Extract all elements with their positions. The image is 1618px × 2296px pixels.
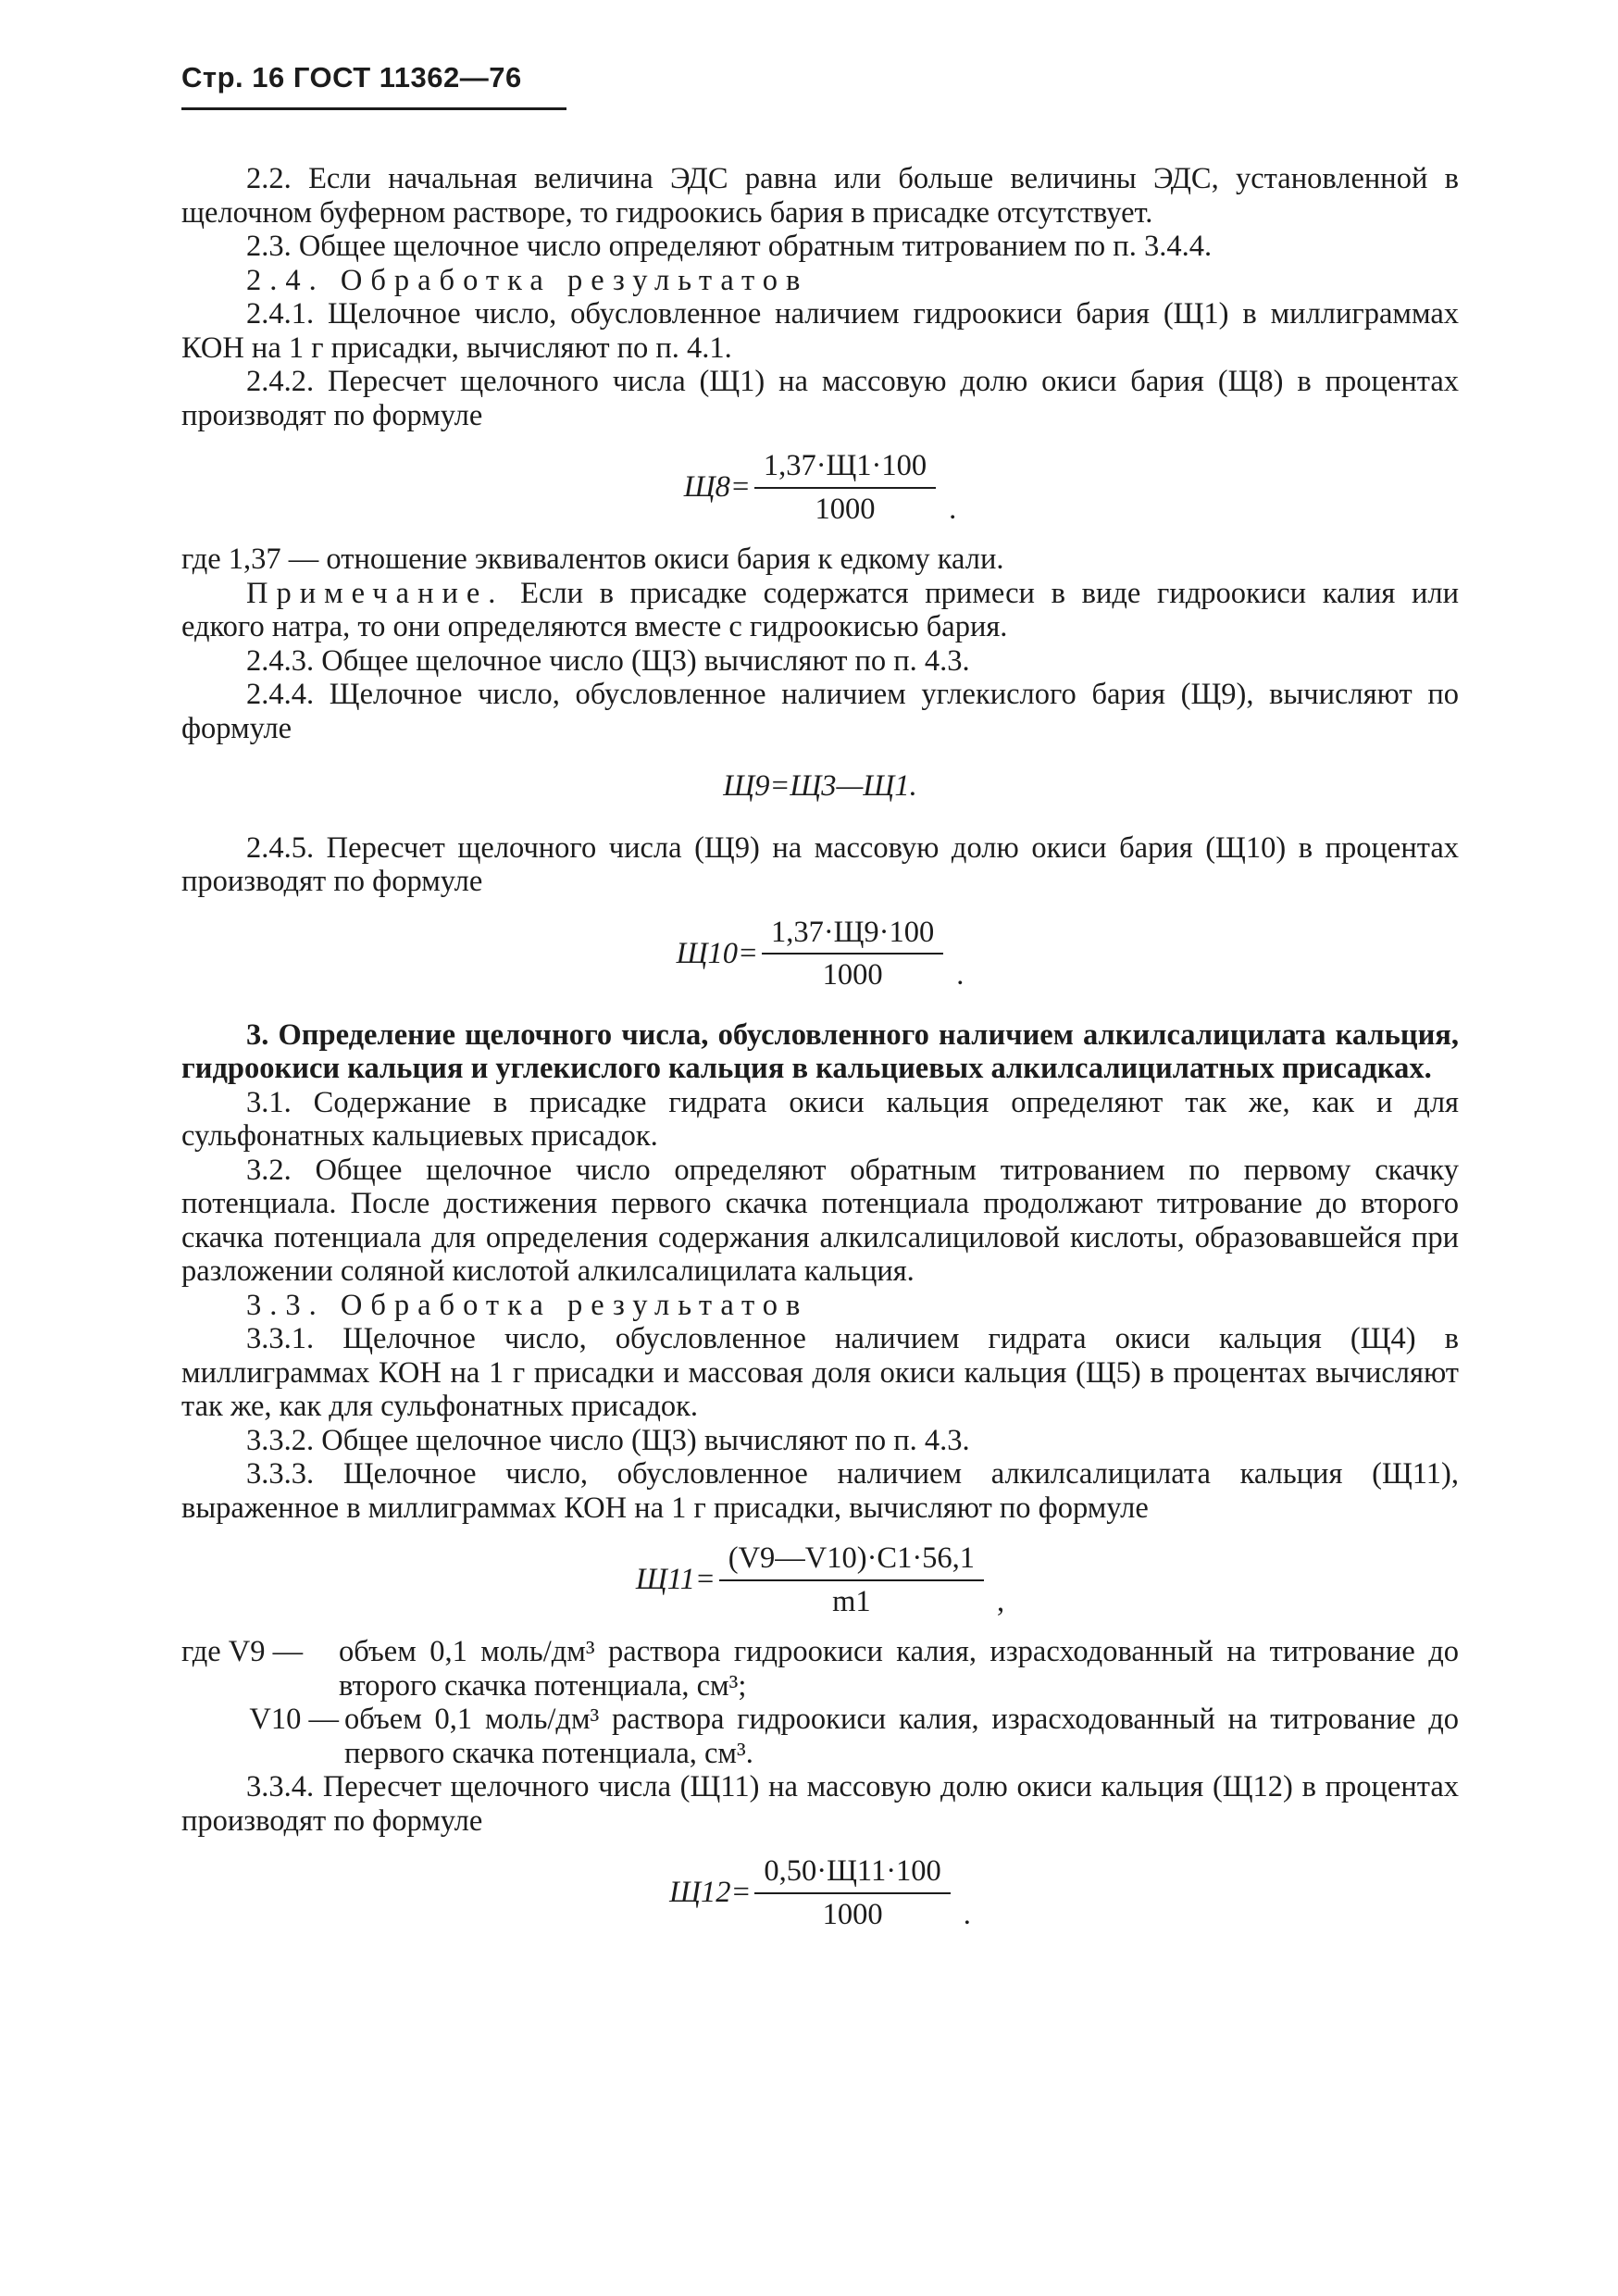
where-v9-text: объем 0,1 моль/дм³ раствора гидроокиси калия, израсходованный на титрование до второго скачка потенциала, см³; [339,1635,1459,1703]
section-3-title: 3. Определение щелочного числа, обусловленного наличием алкилсалицилата кальция, гидроокиси кальция и углекислого кальция в кальциевых алкилсалицилатных присадках. [181,1017,1459,1085]
fraction [754,449,936,526]
paragraph-2-4-2: 2.4.2. Пересчет щелочного числа (Щ1) на массовую долю окиси бария (Щ8) в процентах производят по формуле [181,365,1459,432]
document-body [181,162,1459,1948]
where-v10-label: V10 — [249,1703,339,1736]
paragraph-3-2: 3.2. Общее щелочное число определяют обратным титрованием по первому скачку потенциала. После достижения первого скачка потенциала продолжают титрование до второго скачка потенциала для определения содержания алкилсалициловой кислоты, образовавшейся при разложении соляной кислотой алкилсалицилата кальция. [181,1153,1459,1288]
where-v10 [181,1703,1459,1770]
formula-sch8 [181,449,1459,526]
formula-punct: , [997,1584,1005,1618]
section-title-3-3: 3.3. Обработка результатов [246,1288,809,1322]
formula-lhs: Щ10= [676,936,758,970]
fraction [754,1854,950,1931]
denominator: 1000 [822,958,883,992]
numerator: 1,37·Щ1·100 [754,449,936,489]
fraction [719,1541,984,1618]
paragraph-3-1: 3.1. Содержание в присадке гидрата окиси кальция определяют так же, как и для сульфонатных кальциевых присадок. [181,1085,1459,1153]
paragraph-3-3-1: 3.3.1. Щелочное число, обусловленное наличием гидрата окиси кальция (Щ4) в миллиграммах КОН на 1 г присадки и массовая доля окиси кальция (Щ5) в процентах вычисляют так же, как для сульфонатных присадок. [181,1322,1459,1423]
paragraph-2-3: 2.3. Общее щелочное число определяют обратным титрованием по п. 3.4.4. [246,230,1213,263]
formula-punct: . [949,492,957,526]
numerator: 1,37·Щ9·100 [762,916,943,955]
paragraph-2-4-4: 2.4.4. Щелочное число, обусловленное наличием углекислого бария (Щ9), вычисляют по формуле [181,678,1459,745]
header-rule [181,107,566,110]
numerator: (V9—V10)·C1·56,1 [719,1541,984,1581]
paragraph-2-2: 2.2. Если начальная величина ЭДС равна или больше величины ЭДС, установленной в щелочном буферном растворе, то гидроокись бария в присадке отсутствует. [181,162,1459,230]
paragraph-2-4-1: 2.4.1. Щелочное число, обусловленное наличием гидроокиси бария (Щ1) в миллиграммах КОН на 1 г присадки, вычисляют по п. 4.1. [181,297,1459,365]
paragraph-3-3-2: 3.3.2. Общее щелочное число (Щ3) вычисляют по п. 4.3. [246,1423,970,1457]
where-note-1: где 1,37 — отношение эквивалентов окиси бария к едкому кали. [181,543,1004,576]
note-label: Примечание. [246,576,504,610]
formula-lhs: Щ8= [683,470,751,505]
formula-punct: . [963,1897,971,1931]
where-v9 [181,1635,1459,1703]
where-v10-text: объем 0,1 моль/дм³ раствора гидроокиси калия, израсходованный на титрование до первого скачка потенциала, см³. [344,1703,1459,1770]
paragraph-3-3-3: 3.3.3. Щелочное число, обусловленное наличием алкилсалицилата кальция (Щ11), выраженное в миллиграммах КОН на 1 г присадки, вычисляют по формуле [181,1457,1459,1525]
section-title-2-4: 2.4. Обработка результатов [246,263,809,297]
denominator: 1000 [822,1897,883,1931]
formula-sch9: Щ9=Щ3—Щ1. [723,769,917,803]
paragraph-2-4-3: 2.4.3. Общее щелочное число (Щ3) вычисляют по п. 4.3. [246,643,970,678]
paragraph-3-3-4: 3.3.4. Пересчет щелочного числа (Щ11) на массовую долю окиси кальция (Щ12) в процентах производят по формуле [181,1770,1459,1838]
formula-lhs: Щ12= [669,1876,752,1910]
page-header: Стр. 16 ГОСТ 11362—76 [181,61,522,94]
formula-sch10 [181,916,1459,992]
formula-punct: . [956,958,965,992]
numerator: 0,50·Щ11·100 [754,1854,950,1894]
fraction [762,916,943,992]
denominator: 1000 [815,492,876,526]
note [181,577,1459,644]
note-text: Если в присадке содержатся примеси в виде гидроокиси калия или едкого натра, то они определяются вместе с гидроокисью бария. [181,576,1460,643]
where-v9-label: где V9 — [181,1635,304,1668]
denominator: m1 [832,1584,871,1618]
formula-sch12 [181,1854,1459,1931]
formula-lhs: Щ11= [635,1563,716,1597]
paragraph-2-4-5: 2.4.5. Пересчет щелочного числа (Щ9) на массовую долю окиси бария (Щ10) в процентах производят по формуле [181,830,1459,898]
formula-sch11 [181,1541,1459,1618]
